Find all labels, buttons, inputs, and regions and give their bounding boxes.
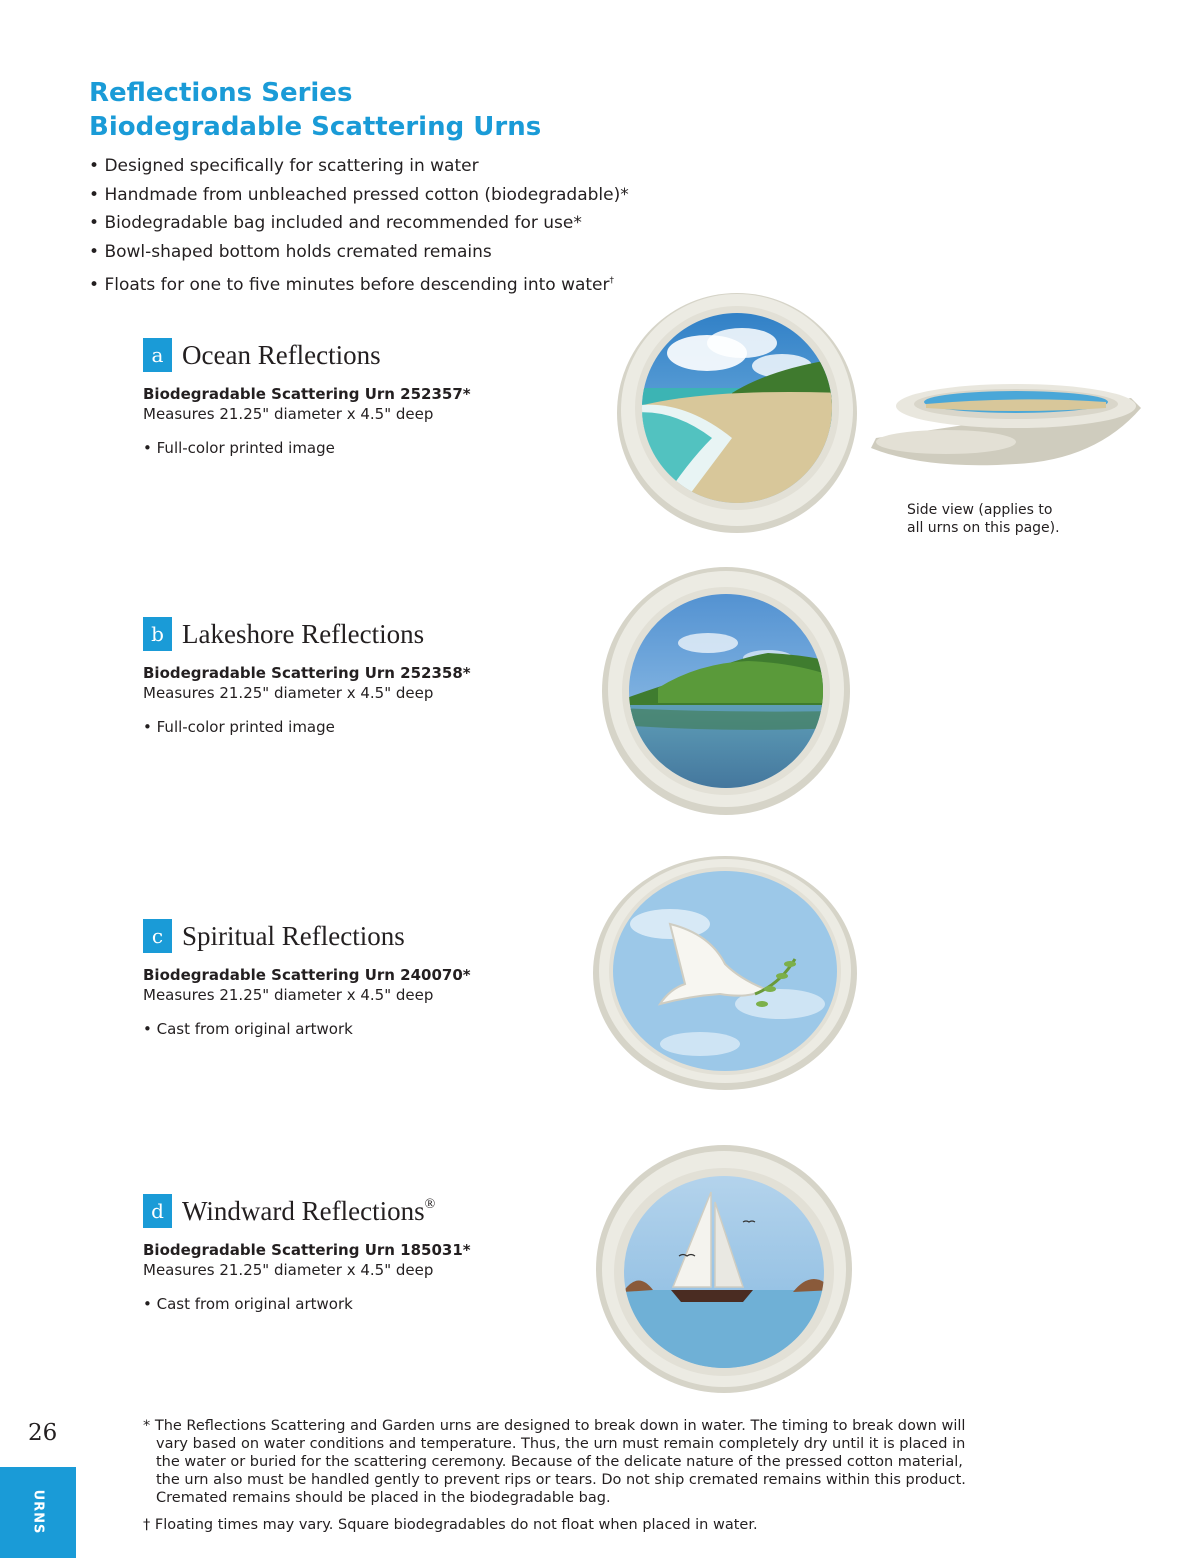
product-name: Ocean Reflections xyxy=(182,339,381,370)
ocean-beach-urn-image xyxy=(612,288,862,538)
product-letter-badge: a xyxy=(143,338,172,372)
product-spiritual-reflections xyxy=(143,919,471,1039)
product-name-text: Windward Reflections xyxy=(182,1195,425,1226)
urn-side-view-image xyxy=(866,378,1146,468)
product-code: Biodegradable Scattering Urn 240070* xyxy=(143,966,471,984)
heading-line-1: Reflections Series xyxy=(89,78,353,108)
product-title xyxy=(143,617,471,651)
feature-item: • Biodegradable bag included and recommended for use* xyxy=(89,209,629,238)
product-measurements: Measures 21.25" diameter x 4.5" deep xyxy=(143,986,434,1004)
product-title xyxy=(143,1194,471,1228)
section-tab xyxy=(0,1467,76,1558)
product-measurements: Measures 21.25" diameter x 4.5" deep xyxy=(143,684,434,702)
product-code: Biodegradable Scattering Urn 185031* xyxy=(143,1241,471,1259)
product-code: Biodegradable Scattering Urn 252357* xyxy=(143,385,471,403)
product-windward-reflections xyxy=(143,1194,471,1314)
feature-item: • Designed specifically for scattering in water xyxy=(89,152,629,181)
product-lakeshore-reflections xyxy=(143,617,471,737)
registered-mark: ® xyxy=(424,1196,436,1212)
product-title xyxy=(143,338,471,372)
side-view-caption-line-2: all urns on this page). xyxy=(907,520,1060,536)
product-name xyxy=(182,1196,435,1227)
dove-urn-image xyxy=(590,854,860,1092)
product-letter-badge: b xyxy=(143,617,172,651)
footnotes xyxy=(143,1417,973,1534)
feature-item: • Handmade from unbleached pressed cotton (biodegradable)* xyxy=(89,181,629,210)
product-letter-badge: c xyxy=(143,919,172,953)
product-ocean-reflections xyxy=(143,338,471,458)
dagger-mark: † xyxy=(609,275,615,286)
feature-list xyxy=(89,152,629,300)
feature-item: • Bowl-shaped bottom holds cremated remains xyxy=(89,238,629,267)
product-code: Biodegradable Scattering Urn 252358* xyxy=(143,664,471,682)
lakeshore-urn-image xyxy=(598,563,854,819)
footnote-dagger: † Floating times may vary. Square biodegradables do not float when placed in water. xyxy=(143,1517,758,1533)
section-tab-label: URNS xyxy=(30,1489,46,1535)
feature-item xyxy=(89,267,629,300)
page-number: 26 xyxy=(28,1420,58,1446)
page-heading xyxy=(89,76,541,144)
product-feature: • Full-color printed image xyxy=(143,717,471,737)
product-letter-badge: d xyxy=(143,1194,172,1228)
side-view-caption xyxy=(907,501,1060,537)
footnote-asterisk: * The Reflections Scattering and Garden urns are designed to break down in water. The timing to break down will vary based on water conditions and temperature. Thus, the urn must remain completely dry until it is placed in the water or buried for the scattering ceremony. Because of the delicate nature of the pressed cotton material, the urn also must be handled gently to prevent rips or tears. Do not ship cremated remains within this product. Cremated remains should be placed in the biodegradable bag. xyxy=(143,1418,966,1506)
feature-item-text: Floats for one to five minutes before descending into water xyxy=(104,274,610,295)
product-name: Spiritual Reflections xyxy=(182,920,405,951)
product-feature: • Cast from original artwork xyxy=(143,1294,471,1314)
heading-line-2: Biodegradable Scattering Urns xyxy=(89,112,542,142)
product-feature: • Full-color printed image xyxy=(143,438,471,458)
sailboat-urn-image xyxy=(593,1142,855,1396)
product-name: Lakeshore Reflections xyxy=(182,618,425,649)
product-title xyxy=(143,919,471,953)
product-feature: • Cast from original artwork xyxy=(143,1019,471,1039)
product-measurements: Measures 21.25" diameter x 4.5" deep xyxy=(143,1261,434,1279)
side-view-caption-line-1: Side view (applies to xyxy=(907,502,1053,518)
product-measurements: Measures 21.25" diameter x 4.5" deep xyxy=(143,405,434,423)
